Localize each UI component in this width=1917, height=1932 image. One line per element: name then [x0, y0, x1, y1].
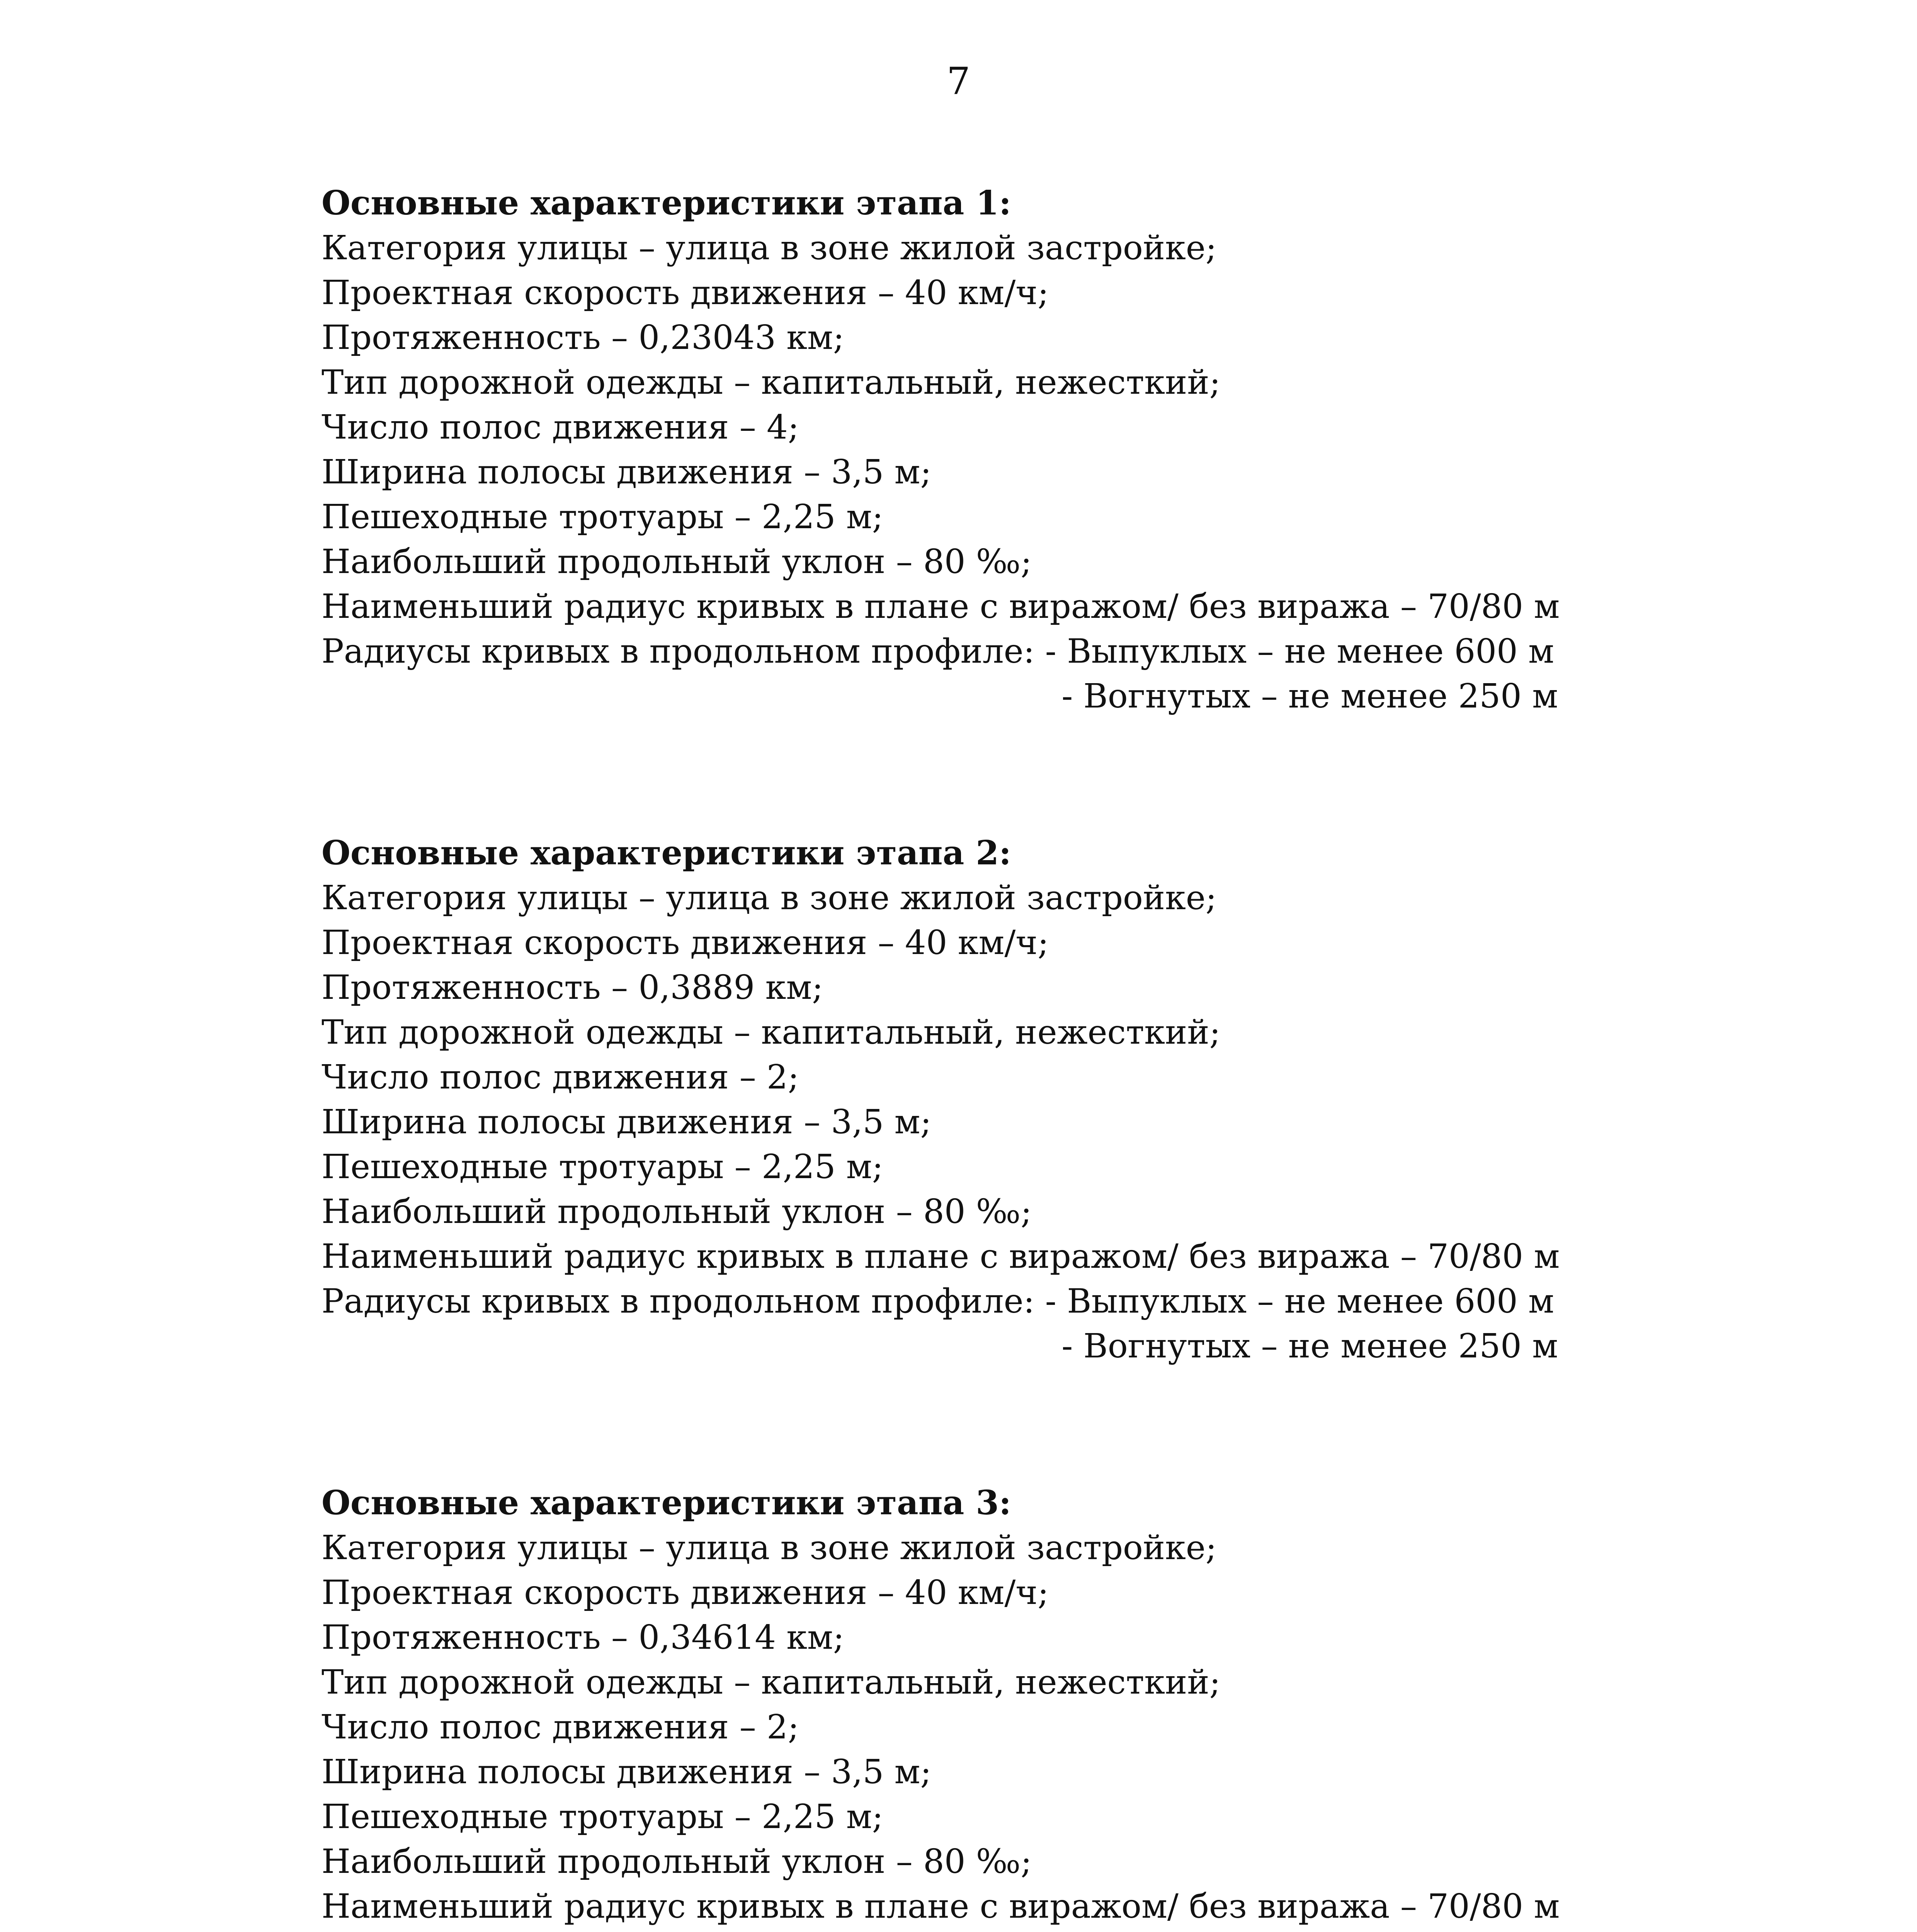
design-speed-line: Проектная скорость движения – 40 км/ч;: [321, 923, 1049, 962]
pavement-type-line: Тип дорожной одежды – капитальный, нежесткий;: [321, 1013, 1221, 1052]
max-grade-line: Наибольший продольный уклон – 80 ‰;: [321, 1192, 1032, 1231]
stage-2-section: [321, 831, 1558, 1369]
lane-count-line: Число полос движения – 2;: [321, 1708, 799, 1747]
page-number: 7: [946, 60, 971, 103]
length-line: Протяженность – 0,3889 км;: [321, 968, 823, 1007]
concave-curve-radius-line: - Вогнутых – не менее 250 м: [1061, 677, 1558, 716]
max-grade-line: Наибольший продольный уклон – 80 ‰;: [321, 543, 1032, 581]
design-speed-line: Проектная скорость движения – 40 км/ч;: [321, 1573, 1049, 1612]
concave-curve-radius-line: - Вогнутых – не менее 250 м: [1061, 1327, 1558, 1366]
convex-curve-radius-line: [321, 1929, 1558, 1932]
stage-1-section: [321, 181, 1558, 719]
min-curve-radius-line: Наименьший радиус кривых в плане с виражом/ без виража – 70/80 м: [321, 1887, 1560, 1926]
min-curve-radius-line: Наименьший радиус кривых в плане с виражом/ без виража – 70/80 м: [321, 587, 1560, 626]
pavement-type-line: Тип дорожной одежды – капитальный, нежесткий;: [321, 363, 1221, 402]
street-category-line: Категория улицы – улица в зоне жилой застройке;: [321, 879, 1217, 917]
convex-curve-radius-line: Радиусы кривых в продольном профиле: - Выпуклых – не менее 600 м: [321, 632, 1554, 671]
stage-3-section: [321, 1481, 1558, 1932]
street-category-line: Категория улицы – улица в зоне жилой застройке;: [321, 229, 1217, 267]
street-category-line: Категория улицы – улица в зоне жилой застройке;: [321, 1529, 1217, 1567]
stage-heading: Основные характеристики этапа 3:: [321, 1483, 1011, 1522]
length-line: Протяженность – 0,23043 км;: [321, 318, 844, 357]
stage-heading: Основные характеристики этапа 2:: [321, 833, 1011, 872]
lane-count-line: Число полос движения – 4;: [321, 408, 799, 447]
sidewalk-width-line: Пешеходные тротуары – 2,25 м;: [321, 1798, 883, 1836]
length-line: Протяженность – 0,34614 км;: [321, 1618, 844, 1657]
sidewalk-width-line: Пешеходные тротуары – 2,25 м;: [321, 1148, 883, 1186]
convex-curve-radius-line: Радиусы кривых в продольном профиле: - Выпуклых – не менее 600 м: [321, 1282, 1554, 1321]
pavement-type-line: Тип дорожной одежды – капитальный, нежесткий;: [321, 1663, 1221, 1702]
design-speed-line: Проектная скорость движения – 40 км/ч;: [321, 274, 1049, 312]
sidewalk-width-line: Пешеходные тротуары – 2,25 м;: [321, 498, 883, 536]
min-curve-radius-line: Наименьший радиус кривых в плане с виражом/ без виража – 70/80 м: [321, 1237, 1560, 1276]
document-body: [321, 181, 1558, 1932]
stage-heading: Основные характеристики этапа 1:: [321, 184, 1011, 223]
lane-width-line: Ширина полосы движения – 3,5 м;: [321, 1103, 932, 1141]
lane-count-line: Число полос движения – 2;: [321, 1058, 799, 1097]
lane-width-line: Ширина полосы движения – 3,5 м;: [321, 453, 932, 492]
max-grade-line: Наибольший продольный уклон – 80 ‰;: [321, 1842, 1032, 1881]
lane-width-line: Ширина полосы движения – 3,5 м;: [321, 1753, 932, 1791]
